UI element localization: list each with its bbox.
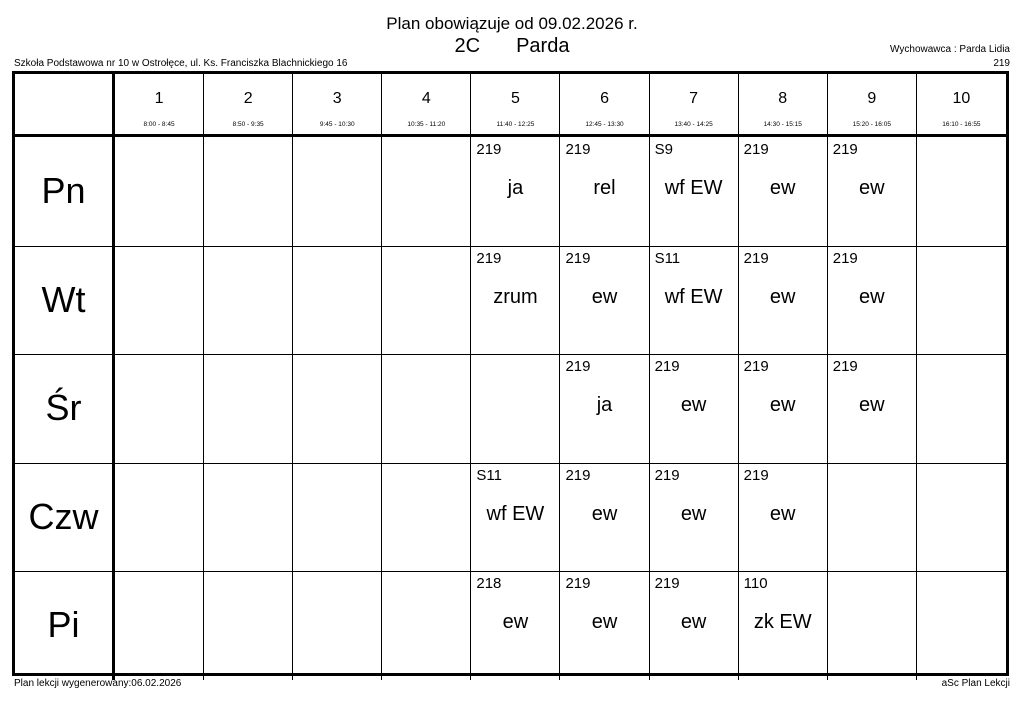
- class-header: [0, 35, 1024, 58]
- day-name: Śr: [15, 354, 115, 463]
- lesson-room: 219: [476, 249, 502, 267]
- day-name: Wt: [15, 246, 115, 355]
- home-room: 219: [993, 58, 1010, 69]
- lesson-cell: [471, 137, 560, 246]
- empty-lesson-cell: [293, 137, 382, 246]
- period-time: 8:50 - 9:35: [232, 121, 264, 128]
- lesson-subject: wf EW: [486, 502, 545, 525]
- empty-lesson-cell: [293, 463, 382, 572]
- lesson-cell: [739, 571, 828, 680]
- corner-cell: [15, 74, 115, 134]
- lesson-cell: [650, 354, 739, 463]
- period-time: 11:40 - 12:25: [496, 121, 535, 128]
- lesson-cell: [560, 571, 649, 680]
- empty-lesson-cell: [293, 354, 382, 463]
- period-time: 15:20 - 16:05: [852, 121, 891, 128]
- lesson-room: 219: [654, 466, 680, 484]
- empty-lesson-cell: [382, 463, 471, 572]
- lesson-subject: ew: [859, 177, 885, 199]
- period-number: 9: [867, 90, 877, 107]
- lesson-subject: ew: [769, 177, 796, 199]
- period-time: 13:40 - 14:25: [674, 121, 713, 128]
- period-number: 4: [421, 90, 431, 107]
- day-row: [15, 354, 1006, 464]
- period-number: 2: [243, 90, 253, 107]
- plan-title: Plan obowiązuje od 09.02.2026 r.: [386, 14, 638, 33]
- empty-lesson-cell: [382, 137, 471, 246]
- empty-lesson-cell: [382, 571, 471, 680]
- class-name: 2C: [454, 35, 481, 57]
- lesson-room: 219: [565, 358, 591, 375]
- lesson-cell: [739, 354, 828, 463]
- school-address: Szkoła Podstawowa nr 10 w Ostrołęce, ul. Ks. Franciszka Blachnickiego 16: [14, 58, 348, 69]
- day-name: Pi: [15, 571, 115, 680]
- tutor-name: Wychowawca : Parda Lidia: [890, 44, 1010, 55]
- lesson-cell: [739, 463, 828, 572]
- period-header: [828, 74, 917, 134]
- lesson-subject: ew: [502, 611, 529, 633]
- lesson-cell: [560, 137, 649, 246]
- period-time: 12:45 - 13:30: [585, 121, 624, 128]
- period-number: 3: [332, 90, 342, 107]
- period-number: 7: [689, 90, 699, 107]
- lesson-cell: [739, 246, 828, 355]
- software-name: aSc Plan Lekcji: [941, 678, 1010, 689]
- lesson-room: 219: [743, 141, 769, 158]
- period-time: 9:45 - 10:30: [319, 121, 355, 128]
- lesson-cell: [560, 354, 649, 463]
- period-header-row: [15, 74, 1006, 137]
- empty-lesson-cell: [917, 463, 1006, 572]
- lesson-cell: [650, 463, 739, 572]
- lesson-subject: ew: [680, 394, 707, 416]
- lesson-room: 219: [654, 358, 680, 375]
- empty-lesson-cell: [917, 571, 1006, 680]
- period-header: [560, 74, 649, 134]
- lesson-subject: ew: [591, 502, 618, 525]
- empty-lesson-cell: [917, 354, 1006, 463]
- period-time: 8:00 - 8:45: [143, 121, 175, 128]
- lesson-subject: zk EW: [753, 611, 812, 633]
- empty-lesson-cell: [382, 246, 471, 355]
- lesson-cell: [650, 571, 739, 680]
- generated-date: Plan lekcji wygenerowany:06.02.2026: [14, 678, 182, 689]
- lesson-subject: ja: [507, 177, 524, 199]
- teacher-short-name: Parda: [516, 35, 570, 57]
- day-name: Czw: [15, 463, 115, 572]
- period-time: 10:35 - 11:20: [407, 121, 446, 128]
- empty-lesson-cell: [828, 463, 917, 572]
- period-header: [382, 74, 471, 134]
- day-row: [15, 571, 1006, 680]
- period-header: [471, 74, 560, 134]
- lesson-room: 219: [654, 575, 680, 592]
- empty-lesson-cell: [293, 246, 382, 355]
- lesson-cell: [471, 246, 560, 355]
- day-row: [15, 246, 1006, 356]
- period-number: 5: [510, 90, 520, 107]
- lesson-subject: ew: [859, 285, 885, 308]
- lesson-room: 219: [565, 575, 591, 592]
- lesson-subject: ew: [769, 394, 796, 416]
- lesson-subject: wf EW: [664, 177, 723, 199]
- lesson-room: 219: [743, 466, 769, 484]
- lesson-subject: ew: [680, 611, 707, 633]
- empty-lesson-cell: [204, 571, 293, 680]
- lesson-subject: ew: [859, 394, 885, 416]
- lesson-cell: [471, 571, 560, 680]
- empty-lesson-cell: [115, 463, 204, 572]
- period-header: [650, 74, 739, 134]
- period-header: [115, 74, 204, 134]
- empty-lesson-cell: [115, 137, 204, 246]
- lesson-room: 219: [565, 466, 591, 484]
- lesson-room: 219: [565, 249, 591, 267]
- lesson-room: S11: [476, 466, 502, 484]
- lesson-subject: zrum: [493, 285, 538, 308]
- lesson-cell: [650, 137, 739, 246]
- period-time: 16:10 - 16:55: [942, 121, 981, 128]
- lesson-subject: ew: [591, 611, 618, 633]
- lesson-cell: [828, 246, 917, 355]
- empty-lesson-cell: [115, 246, 204, 355]
- lesson-cell: [650, 246, 739, 355]
- empty-lesson-cell: [115, 354, 204, 463]
- period-number: 6: [600, 90, 609, 107]
- lesson-subject: ew: [591, 285, 618, 308]
- day-name: Pn: [15, 137, 115, 246]
- empty-lesson-cell: [471, 354, 560, 463]
- empty-lesson-cell: [293, 571, 382, 680]
- lesson-cell: [828, 137, 917, 246]
- period-number: 10: [952, 90, 971, 107]
- lesson-room: S9: [654, 141, 673, 158]
- lesson-room: 219: [832, 249, 858, 267]
- lesson-subject: rel: [593, 177, 616, 199]
- lesson-subject: ew: [680, 502, 707, 525]
- lesson-room: 219: [565, 141, 591, 158]
- lesson-cell: [739, 137, 828, 246]
- lesson-room: 219: [832, 358, 858, 375]
- empty-lesson-cell: [382, 354, 471, 463]
- empty-lesson-cell: [917, 137, 1006, 246]
- lesson-room: 218: [476, 575, 502, 592]
- lesson-subject: ew: [769, 502, 796, 525]
- lesson-subject: ja: [596, 394, 613, 416]
- empty-lesson-cell: [204, 137, 293, 246]
- period-number: 1: [154, 90, 164, 107]
- lesson-room: S11: [654, 249, 681, 267]
- lesson-cell: [560, 463, 649, 572]
- empty-lesson-cell: [204, 354, 293, 463]
- period-time: 14:30 - 15:15: [763, 121, 802, 128]
- empty-lesson-cell: [204, 463, 293, 572]
- timetable-grid: [12, 71, 1009, 676]
- empty-lesson-cell: [917, 246, 1006, 355]
- day-row: [15, 463, 1006, 573]
- lesson-subject: wf EW: [664, 285, 723, 308]
- period-header: [739, 74, 828, 134]
- period-number: 8: [778, 90, 788, 107]
- empty-lesson-cell: [115, 571, 204, 680]
- day-row: [15, 137, 1006, 247]
- lesson-subject: ew: [769, 285, 796, 308]
- empty-lesson-cell: [828, 571, 917, 680]
- lesson-room: 219: [743, 249, 769, 267]
- lesson-room: 110: [743, 575, 768, 592]
- period-header: [293, 74, 382, 134]
- lesson-cell: [471, 463, 560, 572]
- period-header: [917, 74, 1006, 134]
- lesson-room: 219: [832, 141, 858, 158]
- empty-lesson-cell: [204, 246, 293, 355]
- lesson-cell: [828, 354, 917, 463]
- lesson-room: 219: [743, 358, 769, 375]
- lesson-cell: [560, 246, 649, 355]
- period-header: [204, 74, 293, 134]
- lesson-room: 219: [476, 141, 502, 158]
